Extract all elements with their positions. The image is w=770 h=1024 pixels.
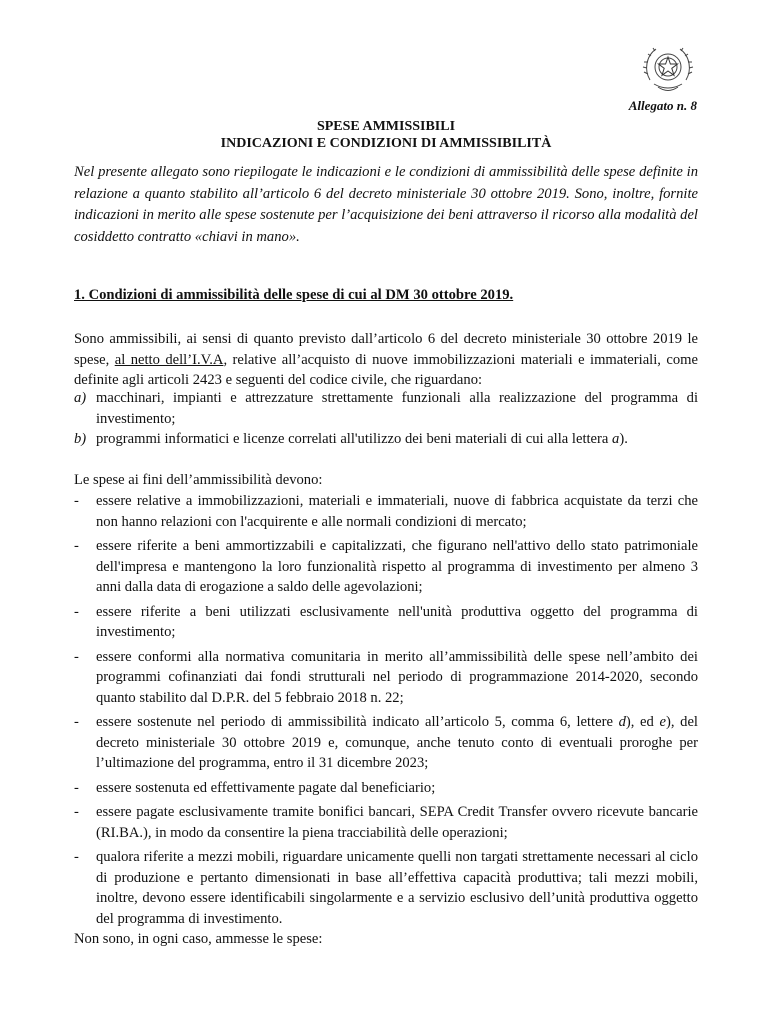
- italian-republic-emblem-icon: [640, 40, 696, 96]
- title-line-1: [74, 118, 698, 135]
- dash-bullet: -: [74, 493, 79, 509]
- eligibility-text-before: Sono ammissibili, ai sensi di quanto previsto dall’articolo 6 del decreto ministeriale 30 ottobre 2019 le spese,: [74, 331, 698, 368]
- eligibility-paragraph: [74, 329, 698, 391]
- condition-text: essere sostenuta ed effettivamente pagate dal beneficiario;: [96, 779, 436, 796]
- annex-number: Allegato n. 8: [628, 98, 697, 113]
- conditions-intro: Le spese ai fini dell’ammissibilità devono:: [74, 472, 323, 488]
- condition-text: essere riferite a beni utilizzati esclusivamente nell'unità produttiva oggetto del programma di investimento;: [96, 603, 698, 640]
- list-item: [74, 647, 698, 709]
- list-item: [74, 491, 698, 532]
- intro-paragraph: Nel presente allegato sono riepilogate le indicazioni e le condizioni di ammissibilità delle spese definite in relazione a quanto stabilito all’articolo 6 del decreto ministeriale 30 ottobre 2019. Sono, inoltre, fornite indicazioni in merito alle spese sostenute per l’acquisizione dei beni attraverso il ricorso alla modalità del cosiddetto contratto «chiavi in mano».: [74, 164, 698, 245]
- list-item: [74, 802, 698, 843]
- dash-bullet: -: [74, 603, 79, 620]
- document-title: [74, 118, 698, 152]
- title-line-1-text: SPESE AMMISSIBILI: [316, 119, 456, 134]
- title-line-2: [74, 135, 698, 152]
- condition-text: essere pagate esclusivamente tramite bonifici bancari, SEPA Credit Transfer ovvero ricevute bancarie (RI.BA.), in modo da consentire la piena tracciabilità delle operazioni;: [96, 804, 698, 841]
- dash-bullet: -: [74, 804, 79, 820]
- list-item-text: macchinari, impianti e attrezzature strettamente funzionali alla realizzazione del programma di investimento;: [96, 390, 698, 427]
- list-item: [74, 778, 698, 799]
- list-item-label: a): [74, 390, 87, 406]
- list-item: [74, 847, 698, 929]
- list-item: [74, 602, 698, 643]
- list-item: [74, 388, 698, 429]
- dash-bullet: -: [74, 714, 79, 730]
- list-item: [74, 536, 698, 598]
- dash-bullet: -: [74, 538, 79, 554]
- condition-text: essere relative a immobilizzazioni, materiali e immateriali, nuove di fabbrica acquistate da terzi che non hanno relazioni con l'acquirente e alle normali condizioni di mercato;: [96, 493, 698, 530]
- title-line-2-text: INDICAZIONI E CONDIZIONI DI AMMISSIBILITÀ: [220, 136, 552, 151]
- net-of-vat-text: al netto dell’I.V.A: [114, 351, 224, 368]
- condition-text: essere sostenute nel periodo di ammissibilità indicato all’articolo 5, comma 6, lettere d), ed e), del decreto ministeriale 30 ottobre 2019 e, comunque, anche tenuto conto di eventuali proroghe per l’ultimazione del programma, entro il 31 dicembre 2023;: [96, 714, 698, 771]
- condition-text: qualora riferite a mezzi mobili, riguardare unicamente quelli non targati strettamente necessari al ciclo di produzione e pertanto dimensionati in base all’effettiva capacità produttiva; tali mezzi mobili, inoltre, devono essere identificabili singolarmente e a servizio esclusivo dell’unità produttiva oggetto del programma di investimento.: [96, 849, 698, 927]
- list-item-text: programmi informatici e licenze correlati all'utilizzo dei beni materiali di cui alla lettera a).: [96, 431, 628, 447]
- condition-text: essere riferite a beni ammortizzabili e capitalizzati, che figurano nell'attivo dello stato patrimoniale dell'impresa e mantengono la loro funzionalità rispetto al programma di investimento per almeno 3 anni dalla data di erogazione a saldo delle agevolazioni;: [96, 538, 698, 595]
- dash-bullet: -: [74, 779, 79, 796]
- dash-bullet: -: [74, 849, 79, 865]
- dash-bullet: -: [74, 648, 79, 665]
- expense-categories-list: [74, 388, 698, 450]
- list-item: [74, 429, 698, 450]
- condition-text: essere conformi alla normativa comunitaria in merito all’ammissibilità delle spese nell’ambito dei programmi cofinanziati dai fondi strutturali nel periodo di programmazione 2014-2020, secondo quanto stabilito dal D.P.R. del 5 febbraio 2018 n. 22;: [96, 648, 698, 706]
- excluded-expenses-intro: Non sono, in ogni caso, ammesse le spese:: [74, 931, 323, 947]
- list-item-label: b): [74, 431, 87, 447]
- eligibility-text-after: , relative all’acquisto di nuove immobilizzazioni materiali e immateriali, come definite agli articoli 2423 e seguenti del codice civile, che riguardano:: [74, 351, 698, 388]
- section-1-heading: 1. Condizioni di ammissibilità delle spese di cui al DM 30 ottobre 2019.: [74, 287, 514, 303]
- list-item: [74, 712, 698, 774]
- conditions-list: [74, 491, 698, 933]
